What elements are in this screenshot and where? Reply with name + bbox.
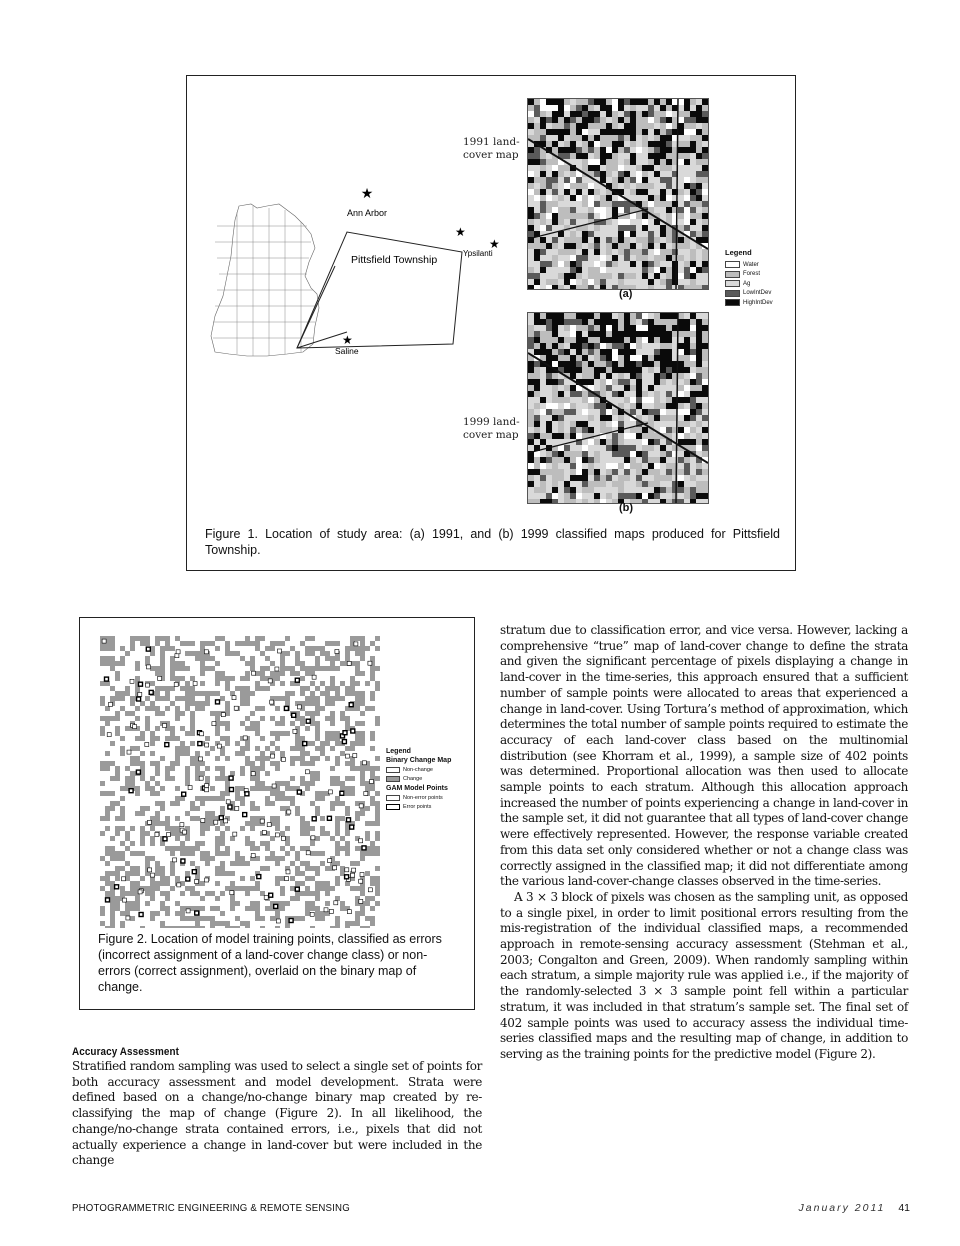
legend-label: Water bbox=[743, 261, 759, 268]
legend-item-change bbox=[386, 775, 474, 784]
left-column bbox=[72, 1046, 482, 1169]
page-number: 41 bbox=[898, 1202, 910, 1214]
legend-title: Legend bbox=[725, 248, 752, 257]
svg-text:★: ★ bbox=[360, 185, 374, 201]
ypsilanti-label: Ypsilanti bbox=[463, 249, 493, 258]
legend-label: Error points bbox=[403, 803, 432, 810]
footer-right bbox=[799, 1202, 910, 1214]
paragraph: stratum due to classification error, and vice versa. However, lacking a comprehensive “true” map of land-cover change to define the strata and given the significant percentage of pixels displaying a change in land-cover in the time-series, this approach ensured that a sufficient number of sample points were allocated to areas that experienced a change in land-cover. Using Tortura’s method of approximation, which determines the total number of sample points required to estimate the accuracy of each land-cover class based on the multinomial distribution (see Khorram et al., 1999), a sample size of 402 points was determined. Proportional allocation was then used to allocate sample points to each stratum. Although this allocation approach increased the number of points experiencing a change in land-cover in the sample set, it did not guarantee that all types of land-cover change were effectively represented. However, the response variable created from this data set only considered whether or not a change class was correctly assigned in the classified map; it did not differentiate among the various land-cover-change classes observed in the time-series. bbox=[500, 623, 908, 889]
binary-change-map bbox=[100, 636, 380, 928]
gam-title: GAM Model Points bbox=[386, 785, 448, 792]
legend-item-highintdev bbox=[725, 298, 795, 308]
legend-swatch bbox=[725, 299, 740, 306]
legend-label: Forest bbox=[743, 271, 761, 278]
legend-item-non-change bbox=[386, 766, 474, 775]
legend-swatch bbox=[725, 271, 740, 278]
change-map-legend bbox=[386, 746, 474, 811]
legend-label: LowIntDev bbox=[743, 290, 772, 297]
panel-b-label: (b) bbox=[619, 502, 634, 514]
section-heading: Accuracy Assessment bbox=[72, 1046, 180, 1058]
legend-label: Non-change bbox=[403, 767, 433, 774]
landcover-map-1991 bbox=[527, 98, 709, 290]
saline-label: Saline bbox=[335, 346, 359, 356]
inset-lines bbox=[297, 232, 462, 348]
legend-item-lowintdev bbox=[725, 289, 795, 299]
legend-item-error bbox=[386, 803, 474, 812]
legend-label: HighIntDev bbox=[743, 299, 773, 306]
legend-swatch bbox=[725, 261, 740, 268]
figure-2 bbox=[79, 617, 475, 1010]
label-line: cover map bbox=[463, 149, 519, 161]
ann-arbor-label: Ann Arbor bbox=[347, 208, 388, 218]
label-line: 1999 land- bbox=[463, 416, 520, 428]
issue-date: January 2011 bbox=[798, 1202, 886, 1214]
svg-text:★: ★ bbox=[489, 237, 500, 251]
label-line: cover map bbox=[463, 429, 519, 441]
paragraph: A 3 × 3 block of pixels was chosen as the sampling unit, as opposed to a single pixel, in order to limit positional errors resulting from the mis-registration of the individual classified maps, a recommended approach in remote-sensing accuracy assessment (Stehman et al., 2003; Congalton and Green, 2009). When randomly sampling within each stratum, a simple majority rule was applied i.e., if the majority of the randomly-selected 3 × 3 sample point fell within a particular stratum, it was included in that stratum’s sample set. The final set of 402 sample points was used to accuracy assess the individual time-series classified maps and the resulting map of change, in addition to serving as the training points for the predictive model (Figure 2). bbox=[500, 889, 908, 1061]
landcover-map-1999 bbox=[527, 312, 709, 504]
legend-item-ag bbox=[725, 279, 795, 289]
journal-name: PHOTOGRAMMETRIC ENGINEERING & REMOTE SENSING bbox=[72, 1202, 350, 1214]
legend-label: Non-error points bbox=[403, 795, 443, 802]
legend-label: Change bbox=[403, 775, 423, 782]
panel-a-label: (a) bbox=[619, 288, 633, 300]
legend-swatch bbox=[725, 280, 740, 287]
right-column bbox=[500, 623, 908, 1063]
legend-label: Ag bbox=[743, 280, 751, 287]
label-line: 1991 land- bbox=[463, 136, 520, 148]
figure-1-caption: Figure 1. Location of study area: (a) 1991, and (b) 1999 classified maps produced for Pittsfield Township. bbox=[205, 527, 780, 557]
map-1991-label bbox=[463, 136, 520, 162]
township-label: Pittsfield Township bbox=[351, 254, 438, 266]
legend-item-forest bbox=[725, 270, 795, 280]
michigan-location-map bbox=[207, 176, 507, 476]
figure-1 bbox=[186, 75, 796, 571]
svg-text:★: ★ bbox=[342, 333, 353, 347]
svg-text:★: ★ bbox=[455, 225, 466, 239]
map-1999-label bbox=[463, 416, 520, 442]
legend-swatch bbox=[725, 290, 740, 297]
legend-item-non-error bbox=[386, 794, 474, 803]
paragraph: Stratified random sampling was used to select a single set of points for both accuracy assessment and model development. Strata were defined based on a change/no-change binary map created by re-classifying the map of change (Figure 2). In all likelihood, the change/no-change strata contained errors, i.e., pixels that did not actually experience a change in land-cover but were included in the change bbox=[72, 1059, 482, 1168]
michigan-outline bbox=[211, 204, 319, 356]
legend-title: Legend bbox=[386, 748, 411, 755]
figure-2-caption: Figure 2. Location of model training points, classified as errors (incorrect assignment of a land-cover change class) or non-errors (correct assignment), overlaid on the binary map of change. bbox=[98, 932, 442, 994]
landcover-legend bbox=[725, 248, 795, 308]
binary-change-title: Binary Change Map bbox=[386, 757, 452, 764]
legend-item-water bbox=[725, 260, 795, 270]
